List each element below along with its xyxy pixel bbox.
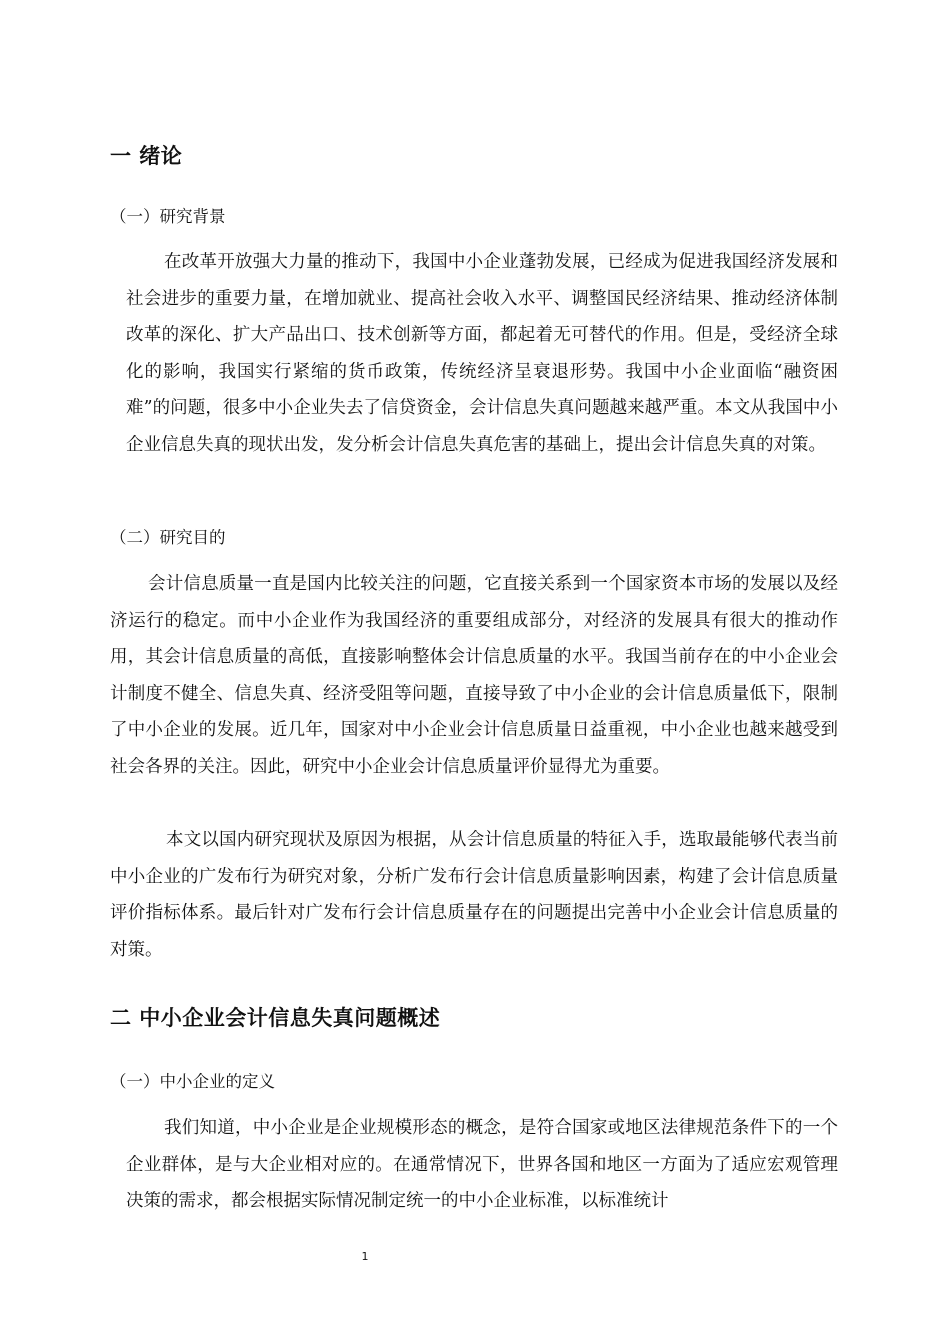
paragraph-research-purpose-2: 本文以国内研究现状及原因为根据，从会计信息质量的特征入手，选取最能够代表当前中小企业的广发布行为研究对象，分析广发布行会计信息质量影响因素，构建了会计信息质量评价指标体系。最后针对广发布行会计信息质量存在的问题提出完善中小企业会计信息质量的对策。 <box>110 830 838 960</box>
paragraph-research-purpose-1: 会计信息质量一直是国内比较关注的问题，它直接关系到一个国家资本市场的发展以及经济运行的稳定。而中小企业作为我国经济的重要组成部分，对经济的发展具有很大的推动作用，其会计信息质量的高低，直接影响整体会计信息质量的水平。我国当前存在的中小企业会计制度不健全、信息失真、经济受阻等问题，直接导致了中小企业的会计信息质量低下，限制了中小企业的发展。近几年，国家对中小企业会计信息质量日益重视，中小企业也越来越受到社会各界的关注。因此，研究中小企业会计信息质量评价显得尤为重要。 <box>110 574 838 777</box>
paragraph-research-background: 在改革开放强大力量的推动下，我国中小企业蓬勃发展，已经成为促进我国经济发展和社会进步的重要力量，在增加就业、提高社会收入水平、调整国民经济结果、推动经济体制改革的深化、扩大产品出口、技术创新等方面，都起着无可替代的作用。但是，受经济全球化的影响，我国实行紧缩的货币政策，传统经济呈衰退形势。我国中小企业面临“融资困难”的问题，很多中小企业失去了信贷资金，会计信息失真问题越来越严重。本文从我国中小企业信息失真的现状出发，发分析会计信息失真危害的基础上，提出会计信息失真的对策。 <box>126 252 838 455</box>
subsection-heading-research-purpose: （二）研究目的 <box>110 528 226 547</box>
section-heading-overview: 二 中小企业会计信息失真问题概述 <box>110 1006 441 1030</box>
section-heading-introduction: 一 绪论 <box>110 144 183 168</box>
subsection-heading-definition: （一）中小企业的定义 <box>110 1072 275 1091</box>
page-number: 1 <box>361 1250 369 1263</box>
subsection-heading-research-background: （一）研究背景 <box>110 207 226 226</box>
paragraph-definition: 我们知道，中小企业是企业规模形态的概念，是符合国家或地区法律规范条件下的一个企业群体，是与大企业相对应的。在通常情况下，世界各国和地区一方面为了适应宏观管理决策的需求，都会根据实际情况制定统一的中小企业标准，以标准统计 <box>126 1118 838 1211</box>
